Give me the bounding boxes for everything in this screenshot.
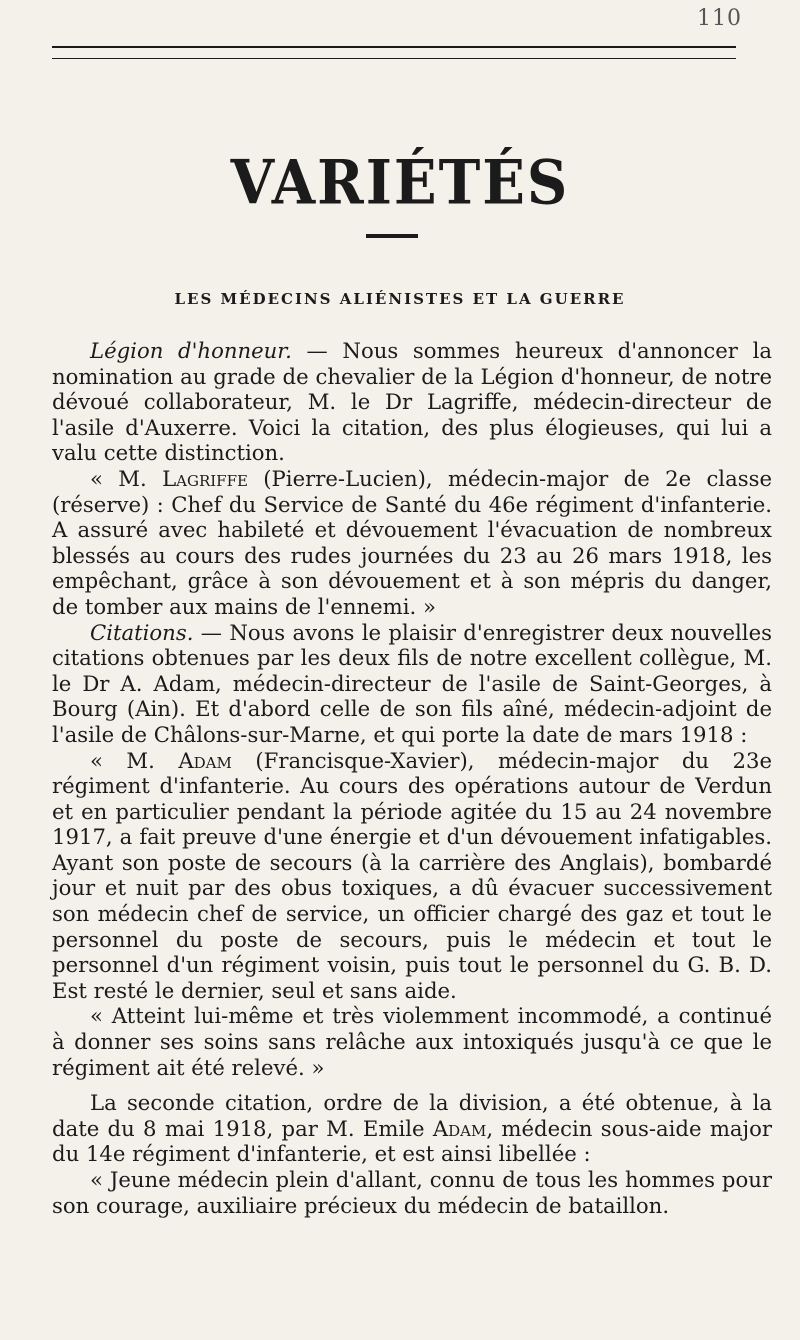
- title-divider: [366, 234, 418, 238]
- paragraph-text: (Pierre-Lucien), médecin-major de 2e classe (réserve) : Chef du Service de Santé du 46e régiment d'infanterie. A assuré avec habileté et dévouement l'évacuation de nombreux blessés au cours des rudes journées du 23 au 26 mars 1918, les empêchant, grâce à son dévouement et à son mépris du danger, de tomber aux mains de l'ennemi. »: [52, 465, 772, 619]
- section-title: VARIÉTÉS: [230, 147, 570, 219]
- header-rule-thin: [52, 58, 736, 59]
- quote-open: « M.: [90, 465, 163, 491]
- paragraph-text: La seconde citation, ordre de la division, a été obtenue, à la date du 8 mai 1918, par M. Emile: [52, 1090, 772, 1141]
- paragraph-text: , médecin sous-aide major du 14e régiment d'infanterie, et est ainsi libellée :: [52, 1115, 773, 1167]
- paragraph-second-citation: [52, 1090, 772, 1167]
- person-name: Lagriffe: [162, 465, 248, 491]
- paragraph-citation-adam-fx: [52, 748, 772, 1004]
- article-body: [52, 338, 772, 1218]
- quote-open: « M.: [90, 747, 179, 773]
- header-rule-thick: [52, 46, 736, 48]
- paragraph-text: (Francisque-Xavier), médecin-major du 23e régiment d'infanterie. Au cours des opérations autour de Verdun et en particulier pendant la période agitée du 15 au 24 novembre 1917, a fait preuve d'une énergie et d'un dévouement infatigables. Ayant son poste de secours (à la carrière des Anglais), bombardé jour et nuit par des obus toxiques, a dû évacuer successivement son médecin chef de service, un officier chargé des gaz et tout le personnel du poste de secours, puis le médecin et tout le personnel d'un régiment voisin, puis tout le personnel du G. B. D. Est resté le dernier, seul et sans aide.: [52, 747, 772, 1003]
- paragraph-text: — Nous sommes heureux d'annoncer la nomination au grade de chevalier de la Légion d'honneur, de notre dévoué collaborateur, M. le Dr Lagriffe, médecin-directeur de l'asile d'Auxerre. Voici la citation, des plus élogieuses, qui lui a valu cette distinction.: [52, 338, 772, 466]
- paragraph-citation-adam-emile: « Jeune médecin plein d'allant, connu de tous les hommes pour son courage, auxiliaire précieux du médecin de bataillon.: [52, 1167, 772, 1218]
- paragraph-citation-lagriffe: [52, 466, 772, 620]
- paragraph-lead: Légion d'honneur.: [90, 338, 292, 363]
- paragraph-citations: [52, 620, 772, 748]
- paragraph-lead: Citations.: [90, 619, 194, 645]
- paragraph-legion-honneur: [52, 338, 772, 466]
- page-number: 110: [697, 6, 742, 31]
- paragraph-citation-continued: « Atteint lui-même et très violemment incommodé, a continué à donner ses soins sans relâche aux intoxiqués jusqu'à ce que le régiment ait été relevé. »: [52, 1003, 772, 1080]
- article-heading: LES MÉDECINS ALIÉNISTES ET LA GUERRE: [174, 290, 626, 308]
- person-name: Adam: [178, 747, 232, 773]
- person-name: Adam: [432, 1115, 487, 1141]
- paragraph-text: — Nous avons le plaisir d'enregistrer deux nouvelles citations obtenues par les deux fils de notre excellent collègue, M. le Dr A. Adam, médecin-directeur de l'asile de Saint-Georges, à Bourg (Ain). Et d'abord celle de son fils aîné, médecin-adjoint de l'asile de Châlons-sur-Marne, et qui porte la date de mars 1918 :: [52, 619, 772, 747]
